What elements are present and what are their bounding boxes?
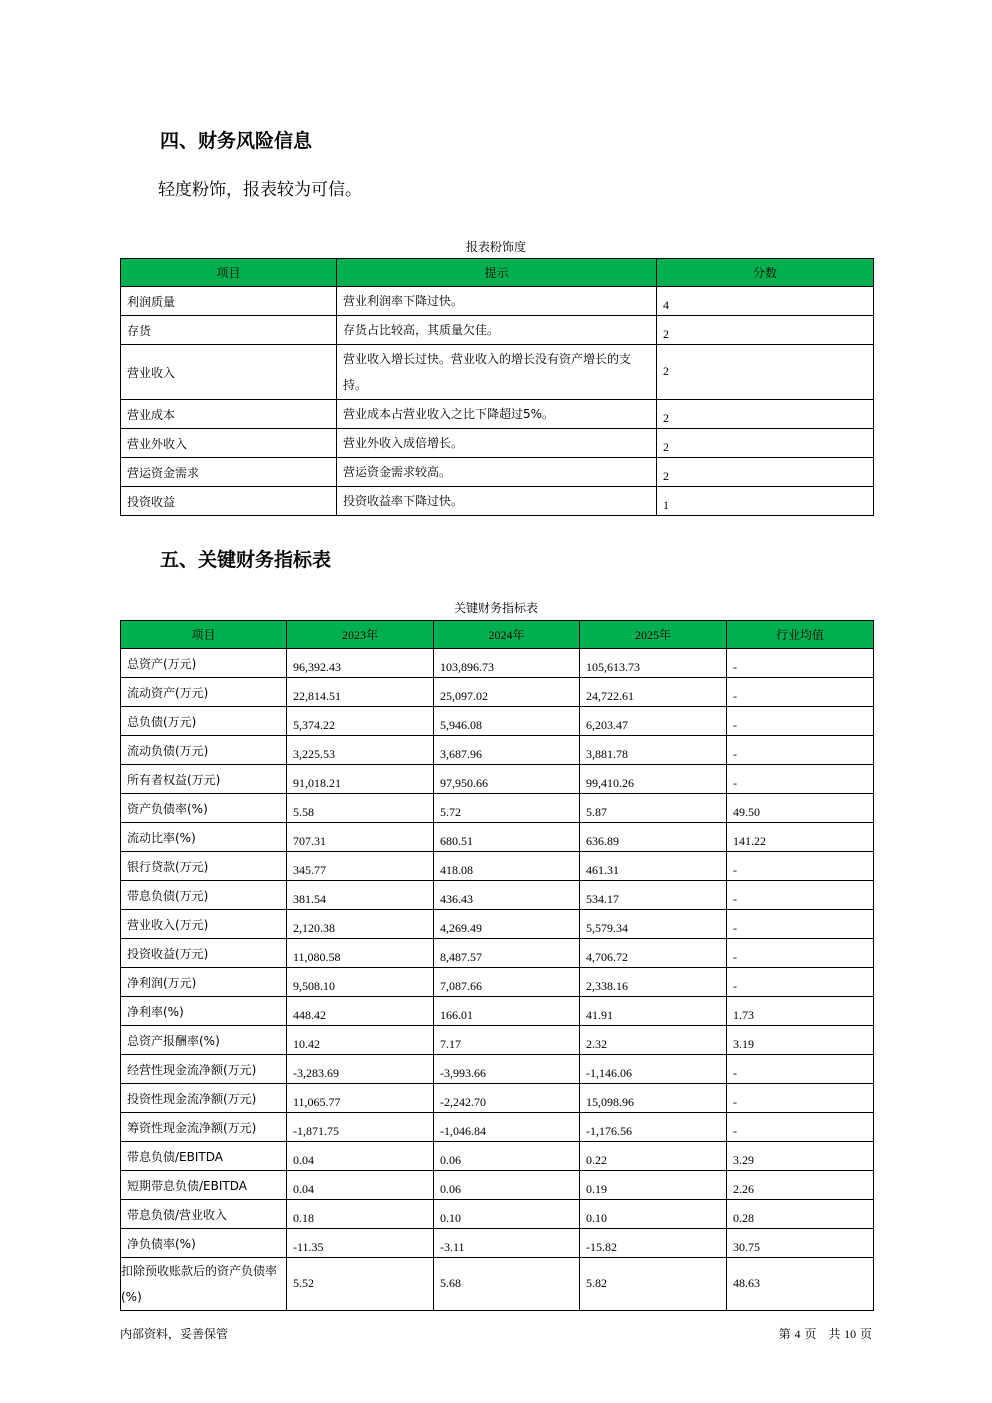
cell-2023: 0.04	[287, 1171, 434, 1200]
cell-2024: 0.10	[434, 1200, 580, 1229]
table-caption-whitewash: 报表粉饰度	[465, 240, 526, 254]
row-label: 总资产(万元)	[121, 649, 287, 678]
row-item: 营业成本	[121, 400, 337, 429]
row-score: 4	[657, 287, 874, 316]
cell-2025: 2.32	[580, 1026, 727, 1055]
cell-industry-average: -	[727, 1055, 874, 1084]
cell-2024: 7.17	[434, 1026, 580, 1055]
cell-2023: 3,225.53	[287, 736, 434, 765]
column-header-tip: 提示	[337, 259, 657, 287]
column-header-2023: 2023年	[287, 621, 434, 649]
page-suffix: 页	[859, 1327, 872, 1341]
cell-industry-average: -	[727, 881, 874, 910]
row-tip: 营业收入增长过快。营业收入的增长没有资产增长的支持。	[337, 345, 657, 400]
row-label: 投资性现金流净额(万元)	[121, 1084, 287, 1113]
cell-2023: 381.54	[287, 881, 434, 910]
row-label: 扣除预收账款后的资产负债率(%)	[121, 1258, 287, 1311]
cell-industry-average: 141.22	[727, 823, 874, 852]
cell-2023: 22,814.51	[287, 678, 434, 707]
table-row	[121, 458, 874, 487]
cell-2024: 103,896.73	[434, 649, 580, 678]
cell-2025: 105,613.73	[580, 649, 727, 678]
row-label: 净利润(万元)	[121, 968, 287, 997]
cell-2023: 0.18	[287, 1200, 434, 1229]
cell-2023: -1,871.75	[287, 1113, 434, 1142]
cell-2024: 680.51	[434, 823, 580, 852]
cell-2025: 15,098.96	[580, 1084, 727, 1113]
section-title-key-indicators: 五、关键财务指标表	[160, 549, 332, 571]
cell-2025: 0.10	[580, 1200, 727, 1229]
cell-industry-average: -	[727, 707, 874, 736]
cell-industry-average: -	[727, 765, 874, 794]
cell-2025: -1,146.06	[580, 1055, 727, 1084]
cell-2024: 5.68	[434, 1258, 580, 1311]
table-row	[121, 852, 874, 881]
table-row	[121, 968, 874, 997]
footer-confidential-note: 内部资料，妥善保管	[120, 1327, 229, 1341]
cell-industry-average: 2.26	[727, 1171, 874, 1200]
cell-2025: 5.82	[580, 1258, 727, 1311]
cell-2025: 461.31	[580, 852, 727, 881]
cell-2024: 436.43	[434, 881, 580, 910]
cell-2023: 11,065.77	[287, 1084, 434, 1113]
table-row	[121, 678, 874, 707]
table-row	[121, 345, 874, 400]
cell-2024: -2,242.70	[434, 1084, 580, 1113]
row-item: 利润质量	[121, 287, 337, 316]
table-row	[121, 649, 874, 678]
cell-2024: 418.08	[434, 852, 580, 881]
cell-industry-average: -	[727, 1113, 874, 1142]
table-row	[121, 429, 874, 458]
column-header-2024: 2024年	[434, 621, 580, 649]
row-tip: 投资收益率下降过快。	[337, 487, 657, 516]
column-header-item: 项目	[121, 621, 287, 649]
cell-industry-average: -	[727, 939, 874, 968]
cell-2024: -3,993.66	[434, 1055, 580, 1084]
table-row	[121, 1200, 874, 1229]
cell-2023: 345.77	[287, 852, 434, 881]
cell-2025: 6,203.47	[580, 707, 727, 736]
row-label: 流动资产(万元)	[121, 678, 287, 707]
table-row	[121, 881, 874, 910]
row-label: 短期带息负债/EBITDA	[121, 1171, 287, 1200]
cell-industry-average: 3.19	[727, 1026, 874, 1055]
row-score: 2	[657, 429, 874, 458]
cell-2024: 25,097.02	[434, 678, 580, 707]
table-row	[121, 487, 874, 516]
cell-industry-average: 49.50	[727, 794, 874, 823]
column-header-industry-average: 行业均值	[727, 621, 874, 649]
table-row	[121, 823, 874, 852]
cell-2023: 9,508.10	[287, 968, 434, 997]
cell-2023: 10.42	[287, 1026, 434, 1055]
table-row	[121, 1026, 874, 1055]
key-indicators-table	[120, 620, 874, 1311]
cell-2023: 707.31	[287, 823, 434, 852]
page-prefix: 第	[778, 1327, 791, 1341]
row-score: 2	[657, 345, 874, 400]
row-label: 净利率(%)	[121, 997, 287, 1026]
row-label: 总资产报酬率(%)	[121, 1026, 287, 1055]
row-score: 2	[657, 458, 874, 487]
row-label: 流动负债(万元)	[121, 736, 287, 765]
row-label: 投资收益(万元)	[121, 939, 287, 968]
row-label: 总负债(万元)	[121, 707, 287, 736]
row-label: 带息负债/营业收入	[121, 1200, 287, 1229]
cell-2024: 3,687.96	[434, 736, 580, 765]
row-label: 流动比率(%)	[121, 823, 287, 852]
cell-2025: 41.91	[580, 997, 727, 1026]
cell-2024: 4,269.49	[434, 910, 580, 939]
row-tip: 存货占比较高，其质量欠佳。	[337, 316, 657, 345]
cell-industry-average: -	[727, 649, 874, 678]
row-item: 营运资金需求	[121, 458, 337, 487]
table-row	[121, 316, 874, 345]
row-score: 1	[657, 487, 874, 516]
page-total: 10	[844, 1327, 857, 1341]
row-label: 所有者权益(万元)	[121, 765, 287, 794]
row-score: 2	[657, 316, 874, 345]
row-label: 筹资性现金流净额(万元)	[121, 1113, 287, 1142]
cell-2024: -3.11	[434, 1229, 580, 1258]
cell-2025: 4,706.72	[580, 939, 727, 968]
cell-industry-average: -	[727, 1084, 874, 1113]
cell-2023: -11.35	[287, 1229, 434, 1258]
section-title-financial-risk: 四、财务风险信息	[160, 130, 313, 152]
cell-2025: 3,881.78	[580, 736, 727, 765]
cell-2024: 5,946.08	[434, 707, 580, 736]
cell-2025: 5,579.34	[580, 910, 727, 939]
table-row	[121, 736, 874, 765]
risk-summary: 轻度粉饰，报表较为可信。	[158, 180, 362, 200]
table-row	[121, 765, 874, 794]
cell-2024: 0.06	[434, 1142, 580, 1171]
cell-2025: 24,722.61	[580, 678, 727, 707]
cell-industry-average: 1.73	[727, 997, 874, 1026]
cell-2023: 5,374.22	[287, 707, 434, 736]
cell-2024: 0.06	[434, 1171, 580, 1200]
row-item: 投资收益	[121, 487, 337, 516]
cell-2025: -1,176.56	[580, 1113, 727, 1142]
cell-2023: 91,018.21	[287, 765, 434, 794]
column-header-item: 项目	[121, 259, 337, 287]
table-row	[121, 287, 874, 316]
cell-2023: 5.58	[287, 794, 434, 823]
table-row	[121, 1229, 874, 1258]
cell-2025: 0.19	[580, 1171, 727, 1200]
table-row	[121, 910, 874, 939]
cell-2023: 448.42	[287, 997, 434, 1026]
row-label: 资产负债率(%)	[121, 794, 287, 823]
row-tip: 营业利润率下降过快。	[337, 287, 657, 316]
cell-2025: 636.89	[580, 823, 727, 852]
row-item: 营业收入	[121, 345, 337, 400]
cell-industry-average: -	[727, 678, 874, 707]
row-tip: 营业成本占营业收入之比下降超过5%。	[337, 400, 657, 429]
cell-2024: 8,487.57	[434, 939, 580, 968]
cell-2025: 2,338.16	[580, 968, 727, 997]
table-row	[121, 794, 874, 823]
row-label: 营业收入(万元)	[121, 910, 287, 939]
row-label: 带息负债/EBITDA	[121, 1142, 287, 1171]
table-row	[121, 1084, 874, 1113]
column-header-2025: 2025年	[580, 621, 727, 649]
cell-2025: 99,410.26	[580, 765, 727, 794]
table-row	[121, 997, 874, 1026]
column-header-score: 分数	[657, 259, 874, 287]
cell-industry-average: -	[727, 852, 874, 881]
table-row	[121, 1258, 874, 1311]
table-row	[121, 400, 874, 429]
table-row	[121, 1171, 874, 1200]
cell-2024: 97,950.66	[434, 765, 580, 794]
cell-industry-average: 3.29	[727, 1142, 874, 1171]
cell-industry-average: 48.63	[727, 1258, 874, 1311]
row-item: 营业外收入	[121, 429, 337, 458]
cell-2023: 5.52	[287, 1258, 434, 1311]
cell-2025: 5.87	[580, 794, 727, 823]
cell-2023: 11,080.58	[287, 939, 434, 968]
footer-page-number	[760, 1325, 872, 1342]
row-label: 银行贷款(万元)	[121, 852, 287, 881]
cell-2025: 0.22	[580, 1142, 727, 1171]
row-label: 带息负债(万元)	[121, 881, 287, 910]
cell-industry-average: -	[727, 968, 874, 997]
cell-2023: -3,283.69	[287, 1055, 434, 1084]
row-score: 2	[657, 400, 874, 429]
cell-2024: 5.72	[434, 794, 580, 823]
page-current: 4	[794, 1327, 801, 1341]
cell-2025: -15.82	[580, 1229, 727, 1258]
cell-2024: 7,087.66	[434, 968, 580, 997]
cell-2025: 534.17	[580, 881, 727, 910]
row-tip: 营运资金需求较高。	[337, 458, 657, 487]
table-row	[121, 939, 874, 968]
cell-industry-average: -	[727, 910, 874, 939]
table-row	[121, 1055, 874, 1084]
row-item: 存货	[121, 316, 337, 345]
cell-2023: 2,120.38	[287, 910, 434, 939]
cell-2024: 166.01	[434, 997, 580, 1026]
row-label: 经营性现金流净额(万元)	[121, 1055, 287, 1084]
row-tip: 营业外收入成倍增长。	[337, 429, 657, 458]
table-header-row	[121, 621, 874, 649]
table-row	[121, 707, 874, 736]
cell-2024: -1,046.84	[434, 1113, 580, 1142]
cell-industry-average: 0.28	[727, 1200, 874, 1229]
cell-industry-average: 30.75	[727, 1229, 874, 1258]
cell-2023: 0.04	[287, 1142, 434, 1171]
table-row	[121, 1142, 874, 1171]
cell-industry-average: -	[727, 736, 874, 765]
table-caption-key-indicators: 关键财务指标表	[453, 601, 538, 615]
table-row	[121, 1113, 874, 1142]
table-header-row	[121, 259, 874, 287]
row-label: 净负债率(%)	[121, 1229, 287, 1258]
page-middle: 页 共	[804, 1327, 841, 1341]
cell-2023: 96,392.43	[287, 649, 434, 678]
whitewash-table	[120, 258, 874, 516]
